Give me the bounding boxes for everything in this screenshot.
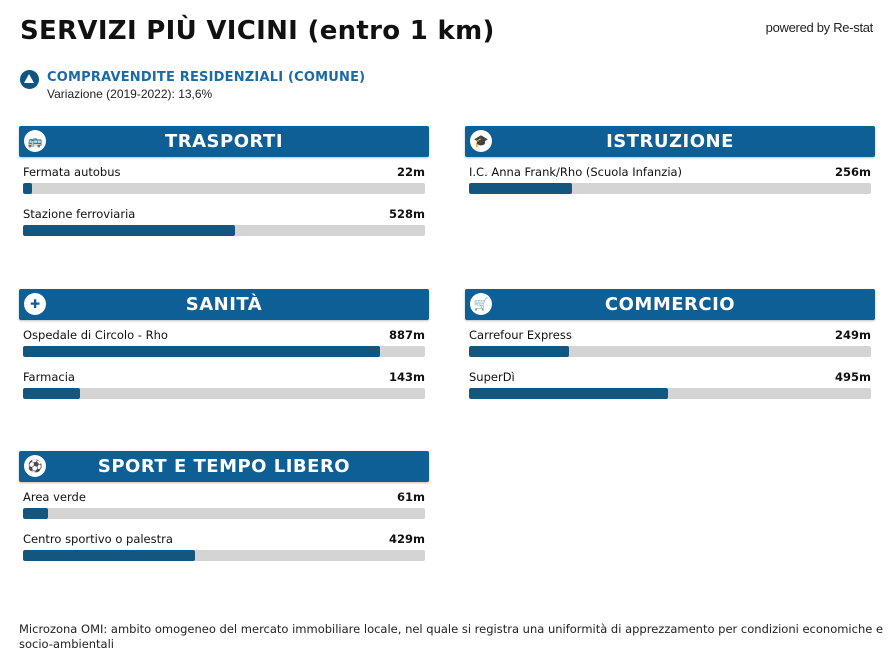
distance-bar [469,183,871,194]
list-item [19,157,429,199]
footer-line: Microzona OMI: ambito omogeneo del mercato immobiliare locale, nel quale si registra una uniformità di apprezzamento per condizioni economiche e [19,622,884,636]
distance-bar-fill [23,346,380,357]
section-title: SANITÀ [185,294,263,315]
distance-bar [23,388,425,399]
list-item [465,362,875,404]
item-name: Fermata autobus [23,165,121,179]
section-header [19,126,429,157]
footer-line: socio-ambientali [19,637,114,651]
distance-bar-fill [23,508,48,519]
item-distance: 22m [397,165,425,179]
list-item [19,482,429,524]
distance-bar [23,550,425,561]
section-title: ISTRUZIONE [606,131,734,152]
item-distance: 495m [835,370,871,384]
list-item [465,320,875,362]
distance-bar-fill [469,388,668,399]
item-distance: 256m [835,165,871,179]
item-name: SuperDì [469,370,515,384]
item-name: Area verde [23,490,86,504]
section-title: TRASPORTI [164,131,284,152]
cart-icon: 🛒 [470,293,492,315]
distance-bar [469,346,871,357]
distance-bar-fill [23,550,195,561]
distance-bar [23,508,425,519]
section-header [19,451,429,482]
item-distance: 887m [389,328,425,342]
distance-bar [23,183,425,194]
item-distance: 429m [389,532,425,546]
stat-subtitle: Variazione (2019-2022): 13,6% [47,87,213,101]
item-name: Centro sportivo o palestra [23,532,173,546]
section-header [19,289,429,320]
distance-bar [469,388,871,399]
item-distance: 528m [389,207,425,221]
item-distance: 143m [389,370,425,384]
page-title: SERVIZI PIÙ VICINI (entro 1 km) [20,16,495,46]
section-title: SPORT E TEMPO LIBERO [97,456,351,477]
list-item [19,524,429,566]
item-name: I.C. Anna Frank/Rho (Scuola Infanzia) [469,165,683,179]
distance-bar-fill [23,225,235,236]
item-name: Carrefour Express [469,328,572,342]
distance-bar-fill [469,183,572,194]
footer-note [19,622,893,652]
item-distance: 61m [397,490,425,504]
list-item [465,157,875,199]
list-item [19,362,429,404]
section-commercio [465,289,875,404]
powered-by-label: powered by Re-stat [765,20,873,35]
section-sanita [19,289,429,404]
bus-icon: 🚌 [24,130,46,152]
distance-bar-fill [469,346,569,357]
section-trasporti [19,126,429,241]
item-name: Ospedale di Circolo - Rho [23,328,168,342]
section-sport [19,451,429,566]
section-istruzione [465,126,875,199]
list-item [19,199,429,241]
section-header [465,126,875,157]
distance-bar-fill [23,388,80,399]
section-header [465,289,875,320]
list-item [19,320,429,362]
item-distance: 249m [835,328,871,342]
distance-bar [23,346,425,357]
distance-bar-fill [23,183,32,194]
distance-bar [23,225,425,236]
item-name: Stazione ferroviaria [23,207,136,221]
section-title: COMMERCIO [604,294,736,315]
triangle-up-icon [20,70,39,89]
stat-title: COMPRAVENDITE RESIDENZIALI (COMUNE) [47,70,366,85]
item-name: Farmacia [23,370,75,384]
hospital-icon: ✚ [24,293,46,315]
school-icon: 🎓 [470,130,492,152]
sport-icon: ⚽ [24,455,46,477]
